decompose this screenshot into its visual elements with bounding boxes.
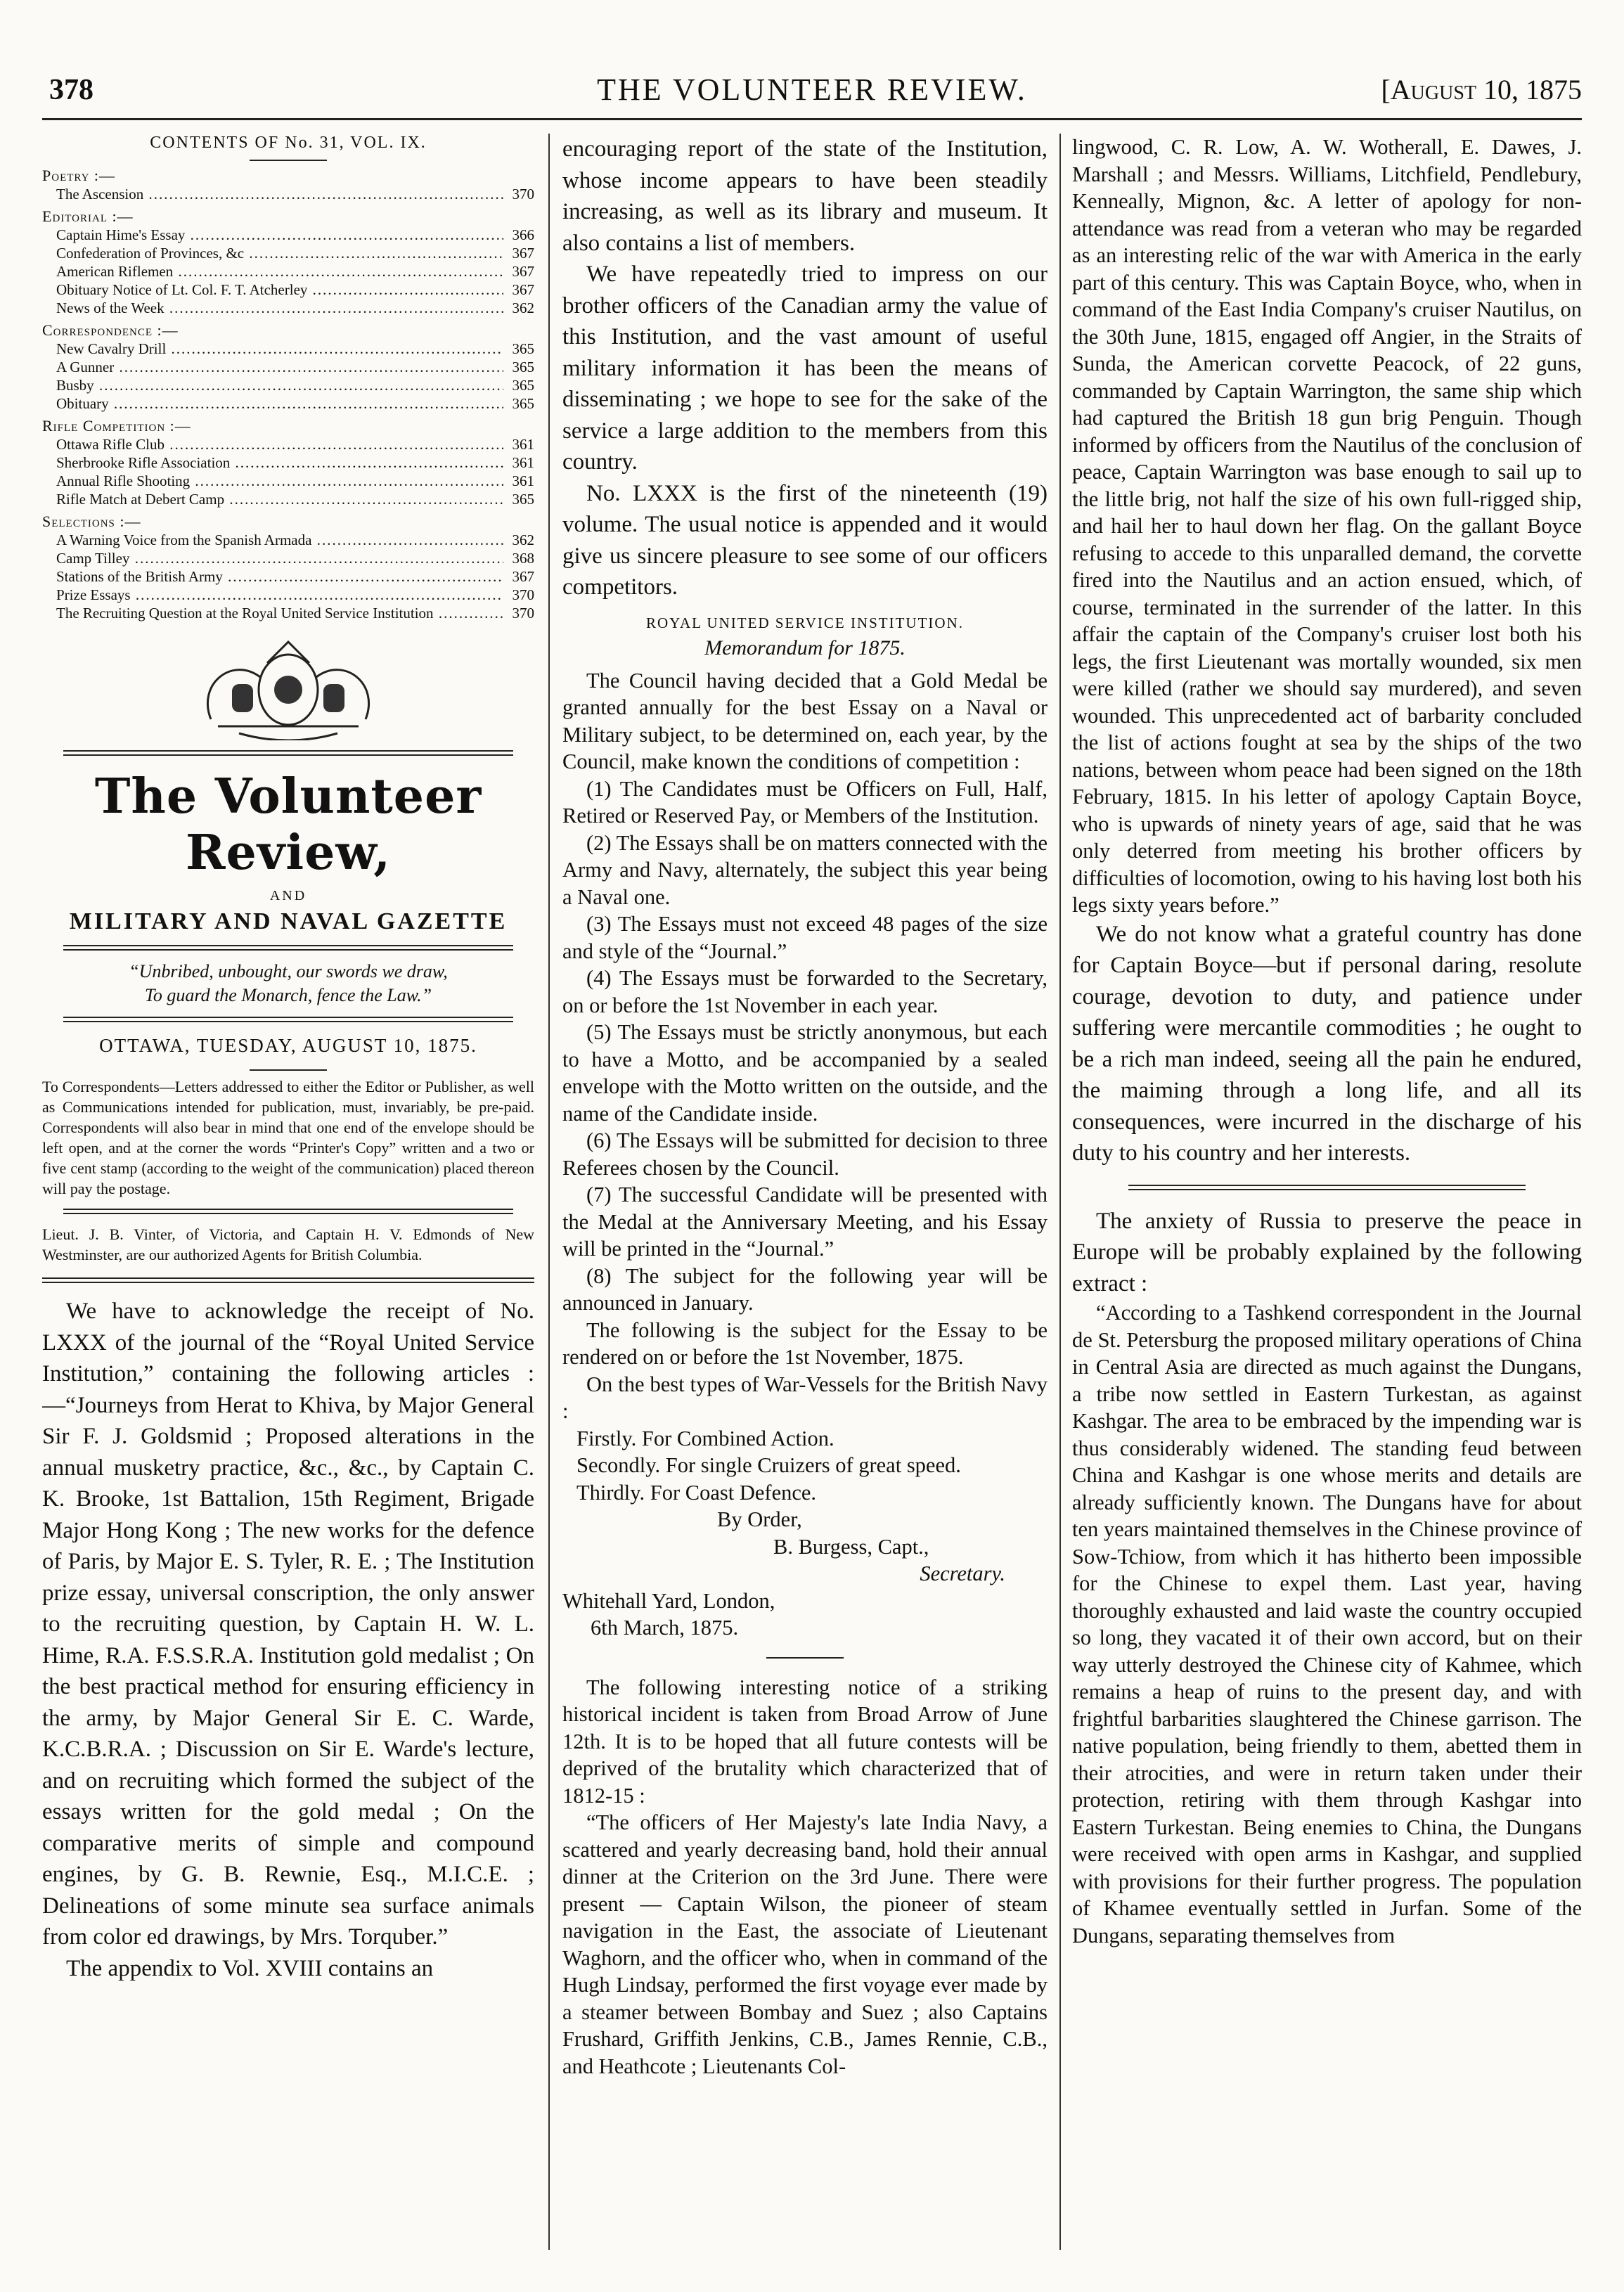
contents-entry bbox=[42, 435, 534, 453]
contents-entry-title: The Ascension ..... bbox=[56, 185, 503, 203]
contents-rule bbox=[250, 160, 327, 161]
memorandum-heading: Memorandum for 1875. bbox=[704, 636, 906, 659]
agents-notice: Lieut. J. B. Vinter, of Victoria, and Captain H. V. Edmonds of New Westminster, are our authorized Agents for British Columbia. bbox=[42, 1225, 534, 1263]
officers-appeal-paragraph: We have repeatedly tried to impress on our brother officers of the Canadian army the value of this Institution, and the vast amount of useful military information it has been the means of disseminating ; we hope to see for the sake of the service a large addition to the members from this country. bbox=[562, 262, 1048, 475]
signer: B. Burgess, Capt., bbox=[773, 1534, 929, 1559]
correspondents-notice: To Correspondents—Letters addressed to either the Editor or Publisher, as well as Communications intended for publication, must, invariably, be pre-paid. Correspondents will also bear in mind that one end of the envelope should be left open, and at the corner the words “Printer's Copy” written and a two or five cent stamp (according to the weight of the communication) placed thereon will pay the postage. bbox=[42, 1078, 534, 1197]
contents-entry-title: New Cavalry Drill ..... bbox=[56, 340, 503, 358]
article-rule-2 bbox=[1128, 1185, 1526, 1190]
contents-entry bbox=[42, 567, 534, 586]
contents-entry bbox=[42, 376, 534, 394]
contents-list bbox=[42, 167, 534, 622]
contents-entry bbox=[42, 226, 534, 244]
secondly-line: Secondly. For single Cruizers of great speed. bbox=[576, 1453, 961, 1477]
contents-entry-title: Obituary ..... bbox=[56, 394, 503, 413]
contents-entry-page: 367 bbox=[512, 245, 534, 262]
condition-item: (6) The Essays will be submitted for decision to three Referees chosen by the Council. bbox=[562, 1128, 1048, 1180]
masthead-subtitle: MILITARY AND NAVAL GAZETTE bbox=[69, 908, 508, 934]
contents-entry-page: 368 bbox=[512, 550, 534, 567]
council-intro: The Council having decided that a Gold Medal be granted annually for the best Essay on a Naval or Military subject, to be determined on, each year, by the Council, make known the conditions of competition : bbox=[562, 668, 1048, 773]
column-divider-2 bbox=[1059, 134, 1061, 2250]
contents-entry bbox=[42, 472, 534, 490]
institution-report-paragraph: encouraging report of the state of the Institution, whose income appears to have been steadily increasing, as well as its library and museum. It also contains a list of members. bbox=[562, 136, 1048, 256]
notice-rule bbox=[63, 1209, 513, 1214]
contents-entry-title: A Gunner ..... bbox=[56, 358, 503, 376]
condition-item: (5) The Essays must be strictly anonymous, but each to have a Motto, and be accompanied by a sealed envelope with the Motto written on the outside, and the name of the Candidate inside. bbox=[562, 1020, 1048, 1126]
contents-entry-title: Confederation of Provinces, &c ..... bbox=[56, 244, 503, 262]
contents-entry-page: 370 bbox=[512, 186, 534, 202]
page-number: 378 bbox=[49, 74, 94, 106]
issue-date: [August 10, 1875 bbox=[1381, 74, 1582, 105]
condition-item: (7) The successful Candidate will be presented with the Medal at the Anniversary Meeting, and his Essay will be printed in the “Journal.” bbox=[562, 1183, 1048, 1261]
condition-item: (8) The subject for the following year will be announced in January. bbox=[562, 1263, 1048, 1315]
contents-entry-page: 362 bbox=[512, 532, 534, 548]
contents-entry-page: 367 bbox=[512, 568, 534, 585]
india-navy-quote: “The officers of Her Majesty's late India Navy, a scattered and yearly decreasing band, hold their annual dinner at the Criterion on the 3rd June. There were present — Captain Wilson, the pioneer of steam navigation in the East, the associate of Lieutenant Waghorn, and the officer who, when in command of the Hugh Lindsay, performed the first voyage ever made by a steamer between Bombay and Suez ; also Captains Frushard, Griffith Jenkins, C.B., James Rennie, C.B., and Heathcote ; Lieutenants Col- bbox=[562, 1810, 1048, 2078]
contents-entry-title: American Riflemen ..... bbox=[56, 262, 503, 281]
condition-item: (2) The Essays shall be on matters connected with the Army and Navy, alternately, the subject this year being a Naval one. bbox=[562, 830, 1048, 909]
royal-arms-emblem bbox=[190, 635, 387, 740]
by-order: By Order, bbox=[717, 1507, 802, 1531]
contents-entry-page: 361 bbox=[512, 472, 534, 489]
contents-entry bbox=[42, 394, 534, 413]
secretary-title: Secretary. bbox=[920, 1562, 1005, 1585]
contents-entry bbox=[42, 453, 534, 472]
column-3 bbox=[1072, 134, 1582, 2257]
contents-entry-title: Camp Tilley ..... bbox=[56, 549, 503, 567]
competition-conditions bbox=[562, 775, 1048, 1425]
contents-entry-page: 365 bbox=[512, 377, 534, 394]
contents-entry-page: 367 bbox=[512, 263, 534, 280]
contents-entry bbox=[42, 340, 534, 358]
contents-entry-title: A Warning Voice from the Spanish Armada ..... bbox=[56, 531, 503, 549]
russia-intro: The anxiety of Russia to preserve the peace in Europe will be probably explained by the following extract : bbox=[1072, 1208, 1582, 1296]
contents-entry-page: 365 bbox=[512, 340, 534, 357]
dateline-rule bbox=[250, 1069, 327, 1071]
masthead-and: AND bbox=[269, 888, 307, 903]
contents-entry bbox=[42, 358, 534, 376]
contents-section-label: Rifle Competition :— bbox=[42, 417, 191, 434]
contents-entry-page: 365 bbox=[512, 359, 534, 375]
contents-entry-page: 365 bbox=[512, 491, 534, 508]
condition-item: (1) The Candidates must be Officers on Full, Half, Retired or Reserved Pay, or Members of the Institution. bbox=[562, 776, 1048, 828]
grateful-country-paragraph: We do not know what a grateful country has done for Captain Boyce—but if personal daring, resolute courage, devotion to duty, and patience under suffering were mercantile commodities ; he ought to be a rich man indeed, seeing all the pain he endured, the maiming through a long life, and all its consequences, were incurred in the discharge of his duty to his country and her interests. bbox=[1072, 921, 1582, 1166]
section-rule bbox=[766, 1657, 844, 1659]
contents-title: CONTENTS OF No. 31, VOL. IX. bbox=[150, 134, 427, 152]
contents-entry bbox=[42, 549, 534, 567]
contents-entry bbox=[42, 604, 534, 622]
running-header bbox=[42, 67, 1582, 117]
contents-entry-title: Rifle Match at Debert Camp ..... bbox=[56, 490, 503, 508]
contents-entry bbox=[42, 281, 534, 299]
contents-entry-title: News of the Week ..... bbox=[56, 299, 503, 317]
motto-line-2: To guard the Monarch, fence the Law.” bbox=[144, 985, 432, 1005]
memo-date: 6th March, 1875. bbox=[591, 1616, 739, 1640]
rusi-journal-article: We have to acknowledge the receipt of No. LXXX of the journal of the “Royal United Service Institution,” containing the following articles :—“Journeys from Herat to Khiva, by Major General Sir F. J. Goldsmid ; Proposed alterations in the annual musketry practice, &c., &c., by Captain C. K. Brooke, 1st Battalion, 15th Regiment, Brigade Major Hong Kong ; The new works for the defence of Paris, by Major E. S. Tyler, R. E. ; The Institution prize essay, universal conscription, the only answer to the recruiting question, by Captain H. W. L. Hime, R.A. F.S.S.R.A. Institution gold medalist ; On the best practical method for ensuring efficiency in the army, by Major General Sir E. C. Warde, K.C.B.R.A. ; Discussion on Sir E. Warde's lecture, and on recruiting which formed the subject of the essays written for the gold medal ; On the comparative merits of simple and compound engines, by G. B. Rewnie, Esq., M.I.C.E. ; Delineations of some minute sea surface animals from color ed drawings, by Mrs. Torquber.” bbox=[42, 1299, 534, 1950]
contents-section-label: Selections :— bbox=[42, 513, 141, 530]
dateline: OTTAWA, TUESDAY, AUGUST 10, 1875. bbox=[99, 1035, 477, 1056]
column-2 bbox=[562, 134, 1048, 2257]
condition-item: (4) The Essays must be forwarded to the Secretary, on or before the 1st November in each year. bbox=[562, 966, 1048, 1017]
contents-entry-title: Sherbrooke Rifle Association ..... bbox=[56, 453, 503, 472]
column-divider-1 bbox=[548, 134, 550, 2250]
contents-entry-page: 370 bbox=[512, 605, 534, 622]
masthead-rule bbox=[63, 945, 513, 951]
contents-entry-page: 361 bbox=[512, 436, 534, 453]
rusi-heading: ROYAL UNITED SERVICE INSTITUTION. bbox=[646, 614, 964, 631]
appendix-paragraph: The appendix to Vol. XVIII contains an bbox=[66, 1955, 434, 1981]
contents-entry bbox=[42, 185, 534, 203]
contents-entry-page: 362 bbox=[512, 300, 534, 316]
contents-entry bbox=[42, 244, 534, 262]
contents-entry-title: Prize Essays ..... bbox=[56, 586, 503, 604]
tashkend-extract: “According to a Tashkend correspondent in the Journal de St. Petersburg the proposed military operations of China in Central Asia are directed as much against the Dungans, a tribe now settled in Eastern Turkestan, as against Kashgar. The area to be embraced by the impending war is thus considerably widened. The standing feud between China and Kashgar is one whose merits and details are already sufficiently known. The Dungans have for about ten years maintained themselves in the Chinese province of Sow-Tchiow, from which it has hitherto been impossible for the Chinese to expel them. Last year, having thoroughly exhausted and laid waste the country occupied so long, they vacated it of their own accord, but on their way utterly destroyed the Chinese city of Kahmee, which remains a heap of ruins to the present day, and with frightful barbarities slaughtered the Chinese garrison. The native population, being friendly to them, abetted them in their atrocities, and were in return taken under their protection, retiring with them through Kashgar into Eastern Turkestan. Being enemies to China, the Dungans were received with open arms in Kashgar, and supplied with provisions for their further progress. The population of Khamee eventually settled in Jurfan. Some of the Dungans, separating themselves from bbox=[1072, 1301, 1582, 1947]
condition-item: The following is the subject for the Essay to be rendered on or before the 1st November, 1875. bbox=[562, 1318, 1048, 1369]
contents-entry bbox=[42, 490, 534, 508]
condition-item: On the best types of War-Vessels for the British Navy : bbox=[562, 1372, 1048, 1423]
condition-item: (3) The Essays must not exceed 48 pages of the size and style of the “Journal.” bbox=[562, 912, 1048, 963]
contents-entry-page: 365 bbox=[512, 395, 534, 412]
contents-entry-page: 367 bbox=[512, 281, 534, 298]
publication-title: THE VOLUNTEER REVIEW. bbox=[597, 72, 1027, 107]
column-1 bbox=[42, 134, 534, 2257]
contents-entry bbox=[42, 262, 534, 281]
volume-notice-paragraph: No. LXXX is the first of the nineteenth (19) volume. The usual notice is appended and it would give us sincere pleasure to see some of our officers competitors. bbox=[562, 480, 1048, 600]
contents-section-label: Correspondence :— bbox=[42, 321, 179, 339]
place-line: Whitehall Yard, London, bbox=[562, 1588, 775, 1613]
motto-rule bbox=[63, 1017, 513, 1022]
contents-entry bbox=[42, 299, 534, 317]
contents-entry-title: The Recruiting Question at the Royal United Service Institution ..... bbox=[56, 604, 503, 622]
motto-line-1: “Unbribed, unbought, our swords we draw, bbox=[129, 961, 448, 981]
contents-entry bbox=[42, 531, 534, 549]
contents-entry-title: Annual Rifle Shooting ..... bbox=[56, 472, 503, 490]
contents-entry-page: 366 bbox=[512, 226, 534, 243]
contents-entry-title: Busby ..... bbox=[56, 376, 503, 394]
contents-entry-page: 361 bbox=[512, 454, 534, 471]
captain-boyce-story: lingwood, C. R. Low, A. W. Wotherall, E. Dawes, J. Marshall ; and Messrs. Williams, Litchfield, Pendlebury, Kenneally, Mignon, &c. A letter of apology for non-attendance was read from a veteran who may be regarded as an interesting relic of the war with America in the early part of this century. This was Captain Boyce, who, when in command of the East India Company's cruiser Nautilus, on the 30th June, 1815, engaged off Angier, in the Straits of Sunda, the American corvette Peacock, of 22 guns, commanded by Captain Warrington, the same ship which had captured the British 18 gun brig Penguin. Though informed by officers from the Nautilus of the conclusion of peace, Captain Warrington was base enough to sail up to the little brig, not half the size of his own full-rigged ship, and hail her to haul down her flag. On the gallant Boyce refusing to accede to this unparalled demand, the corvette fired into the Nautilus and an action ensued, which, of course, terminated in the surrender of the latter. In this affair the captain of the Company's cruiser lost both his legs, the first Lieutenant was mortally wounded, six men were killed (rather we should say murdered), and seven wounded. This unprecedented act of barbarity concluded the list of actions fought at sea by the ships of the two nations, between whom peace had been signed on the 18th February, 1815. In his letter of apology Captain Boyce, who is upwards of ninety years of age, said that he was only deterred from meeting his brother officers by difficulties of locomotion, owing to his having lost both his legs sixty years before.” bbox=[1072, 135, 1582, 917]
masthead-title: The Volunteer Review, bbox=[94, 768, 482, 881]
firstly-line: Firstly. For Combined Action. bbox=[576, 1426, 834, 1450]
contents-section-label: Editorial :— bbox=[42, 207, 134, 225]
contents-section-label: Poetry :— bbox=[42, 167, 116, 184]
contents-entry-title: Stations of the British Army ..... bbox=[56, 567, 503, 586]
contents-entry-page: 370 bbox=[512, 586, 534, 603]
masthead-rule-top bbox=[63, 750, 513, 756]
contents-entry-title: Ottawa Rifle Club ..... bbox=[56, 435, 503, 453]
broad-arrow-intro: The following interesting notice of a striking historical incident is taken from Broad Arrow of June 12th. It is to be hoped that all future contests will be deprived of the brutality which characterized that of 1812-15 : bbox=[562, 1675, 1048, 1808]
contents-entry bbox=[42, 586, 534, 604]
contents-entry-title: Captain Hime's Essay ..... bbox=[56, 226, 503, 244]
header-rule bbox=[42, 118, 1582, 120]
article-rule bbox=[42, 1277, 534, 1283]
contents-entry-title: Obituary Notice of Lt. Col. F. T. Atcherley ..... bbox=[56, 281, 503, 299]
thirdly-line: Thirdly. For Coast Defence. bbox=[576, 1480, 817, 1505]
